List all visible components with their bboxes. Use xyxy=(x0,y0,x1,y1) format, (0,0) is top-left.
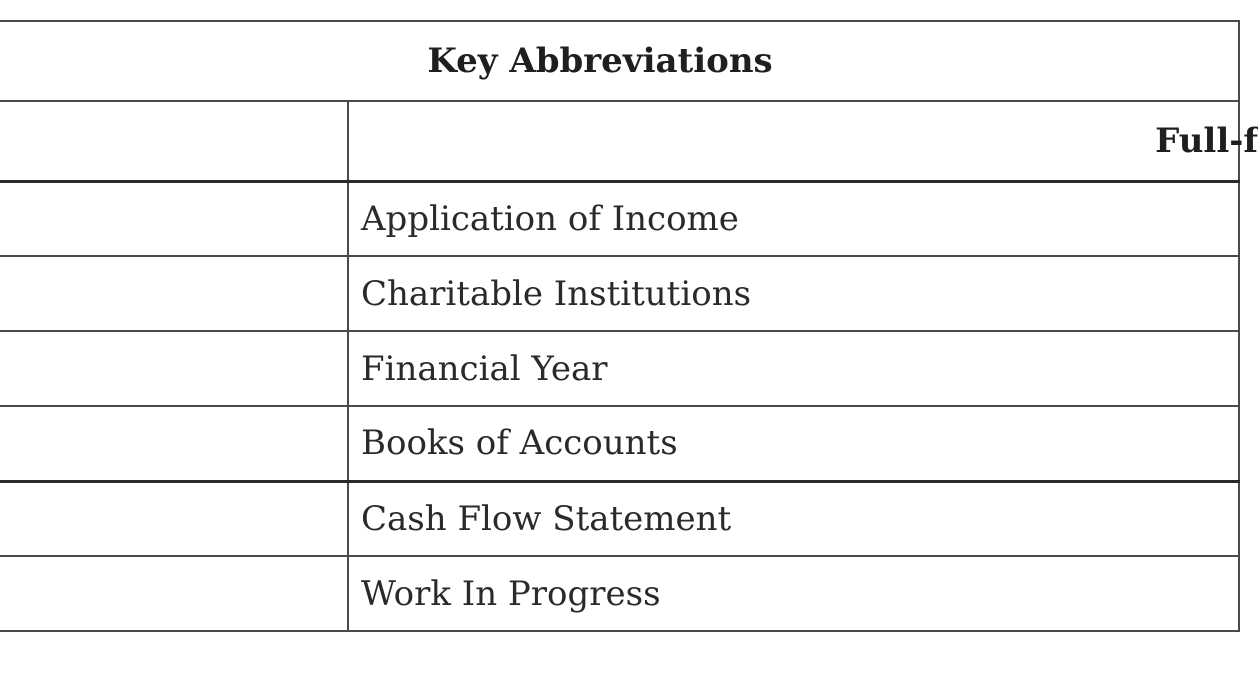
table-row xyxy=(0,181,1239,256)
abbreviation-cell xyxy=(0,481,348,556)
full-form-cell: Charitable Institutions xyxy=(348,256,1239,331)
table-row xyxy=(0,556,1239,631)
abbreviations-table-container xyxy=(0,20,1258,632)
abbreviation-cell xyxy=(0,556,348,631)
abbreviation-cell xyxy=(0,256,348,331)
abbreviation-cell xyxy=(0,406,348,481)
full-form-cell: Application of Income xyxy=(348,181,1239,256)
full-form-cell: Cash Flow Statement xyxy=(348,481,1239,556)
table-row xyxy=(0,331,1239,406)
table-row xyxy=(0,481,1239,556)
full-form-column-header xyxy=(348,101,1258,181)
full-form-cell: Books of Accounts xyxy=(348,406,1239,481)
abbreviations-table xyxy=(0,20,1258,632)
full-form-cell: Work In Progress xyxy=(348,556,1239,631)
full-form-cell: Financial Year xyxy=(348,331,1239,406)
table-header-row xyxy=(0,101,1239,181)
table-title-row xyxy=(0,21,1239,101)
table-row xyxy=(0,406,1239,481)
abbreviation-column-header xyxy=(0,101,348,181)
table-title: Key Abbreviations xyxy=(0,21,1239,101)
full-form-header-label: Full-f xyxy=(1155,120,1258,161)
abbreviation-cell xyxy=(0,181,348,256)
table-row xyxy=(0,256,1239,331)
abbreviation-cell xyxy=(0,331,348,406)
